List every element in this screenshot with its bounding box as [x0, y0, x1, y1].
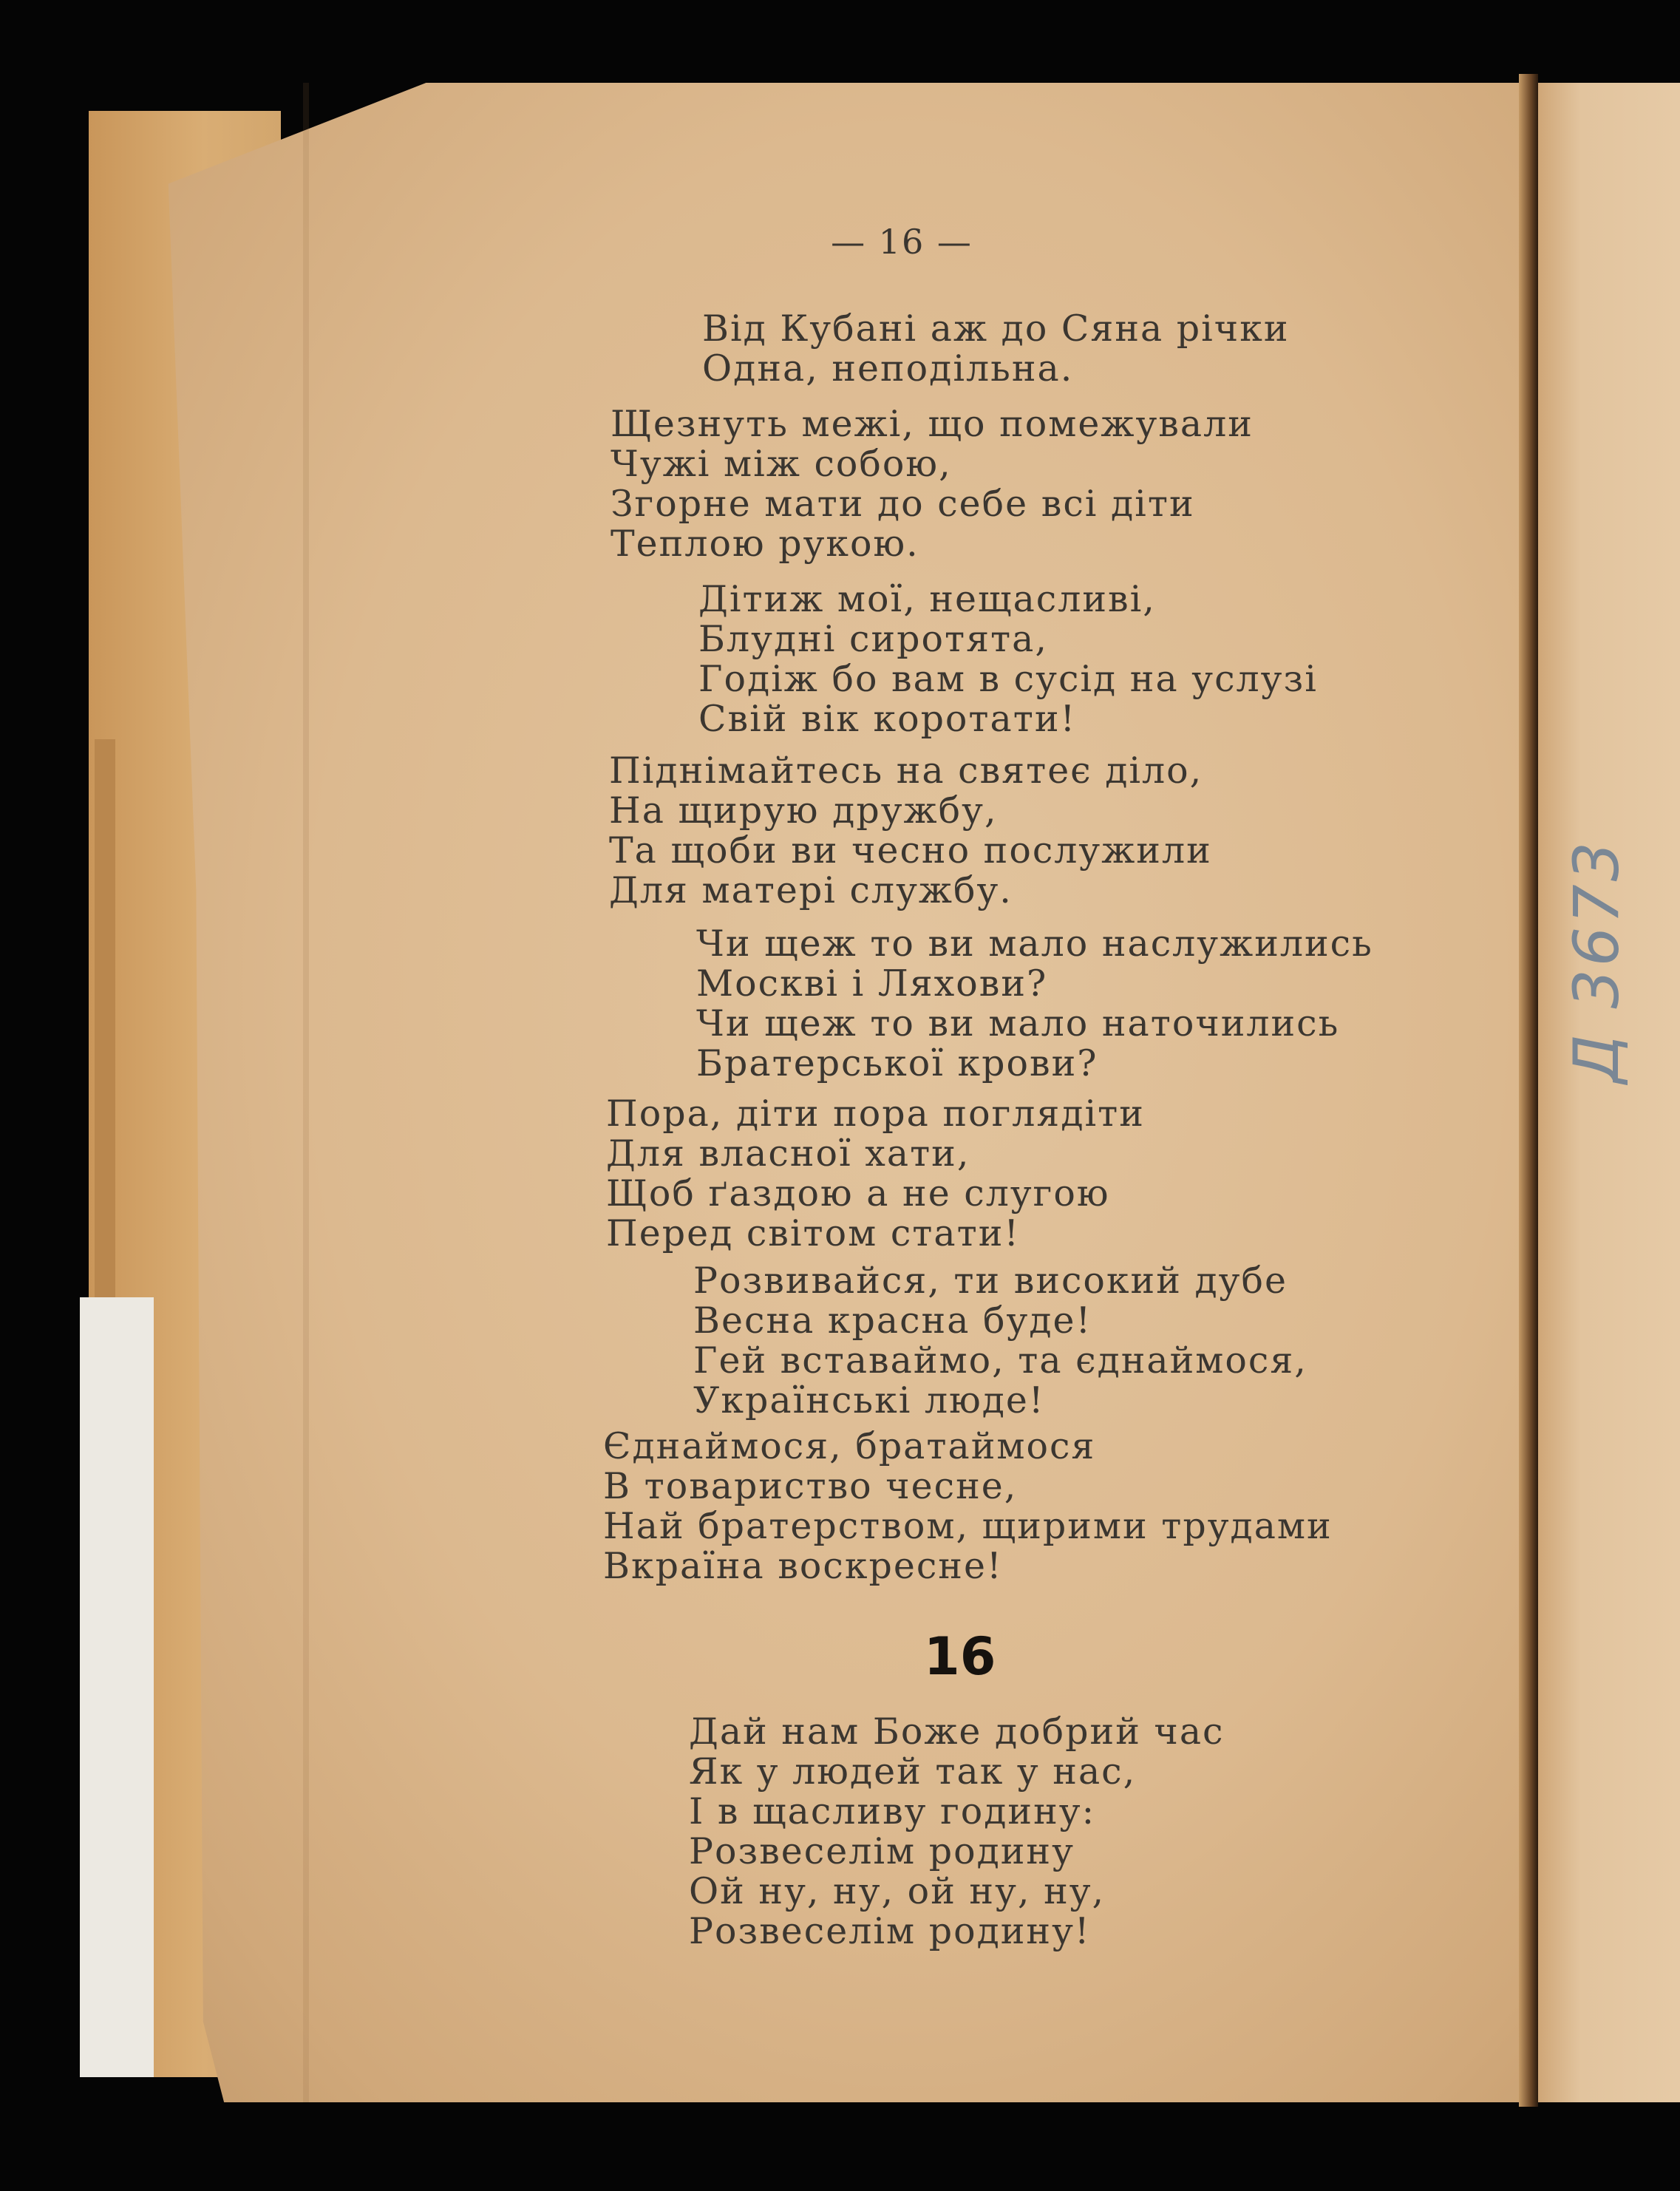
- stanza-1: [702, 309, 1289, 389]
- poem-line: Як у людей так у нас,: [689, 1750, 1137, 1793]
- poem-line: Українські люде!: [693, 1379, 1045, 1421]
- page-number: — 16 —: [831, 222, 973, 262]
- stanza-5: [696, 924, 1373, 1084]
- poem-line: Для матері службу.: [609, 869, 1013, 911]
- poem-line: Гей вставаймо, та єднаймося,: [693, 1339, 1307, 1382]
- poem-line: Чи щеж то ви мало наслужились: [696, 923, 1373, 965]
- stanza-6: [606, 1094, 1145, 1254]
- poem-line: Блудні сиротята,: [698, 618, 1048, 660]
- poem-line: Чужі між собою,: [611, 443, 952, 485]
- stanza-4: [609, 751, 1212, 911]
- archive-stamp: Д 3673: [1560, 838, 1633, 1084]
- poem-line: І в щасливу годину:: [689, 1790, 1096, 1832]
- poem-line: Най братерством, щирими трудами: [603, 1505, 1333, 1547]
- poem-line: Братерської крови?: [696, 1042, 1098, 1084]
- poem-line: Чи щеж то ви мало наточились: [696, 1002, 1340, 1044]
- poem-line: Весна красна буде!: [693, 1300, 1092, 1342]
- stanza-8: [603, 1427, 1333, 1586]
- poem-line: Піднімайтесь на святеє діло,: [609, 750, 1203, 792]
- poem-line: Щезнуть межі, що помежували: [611, 403, 1254, 445]
- stanza-7: [693, 1261, 1307, 1421]
- poem-line: Перед світом стати!: [606, 1212, 1021, 1254]
- poem-line: Згорне мати до себе всі діти: [611, 483, 1195, 525]
- poem-line: Ой ну, ну, ой ну, ну,: [689, 1870, 1106, 1912]
- poem-line: Годіж бо вам в сусід на услузі: [698, 658, 1318, 700]
- stanza-2: [611, 404, 1254, 564]
- poem-line: Одна, неподільна.: [702, 347, 1074, 390]
- poem-line: Від Кубані аж до Сяна річки: [702, 308, 1290, 350]
- poem-line: Пора, діти пора поглядіти: [606, 1093, 1145, 1135]
- poem-line: Для власної хати,: [606, 1132, 970, 1175]
- poem-line: Щоб ґаздою а не слугою: [606, 1172, 1110, 1215]
- song-number: 16: [924, 1626, 996, 1687]
- poem-line: Свій вік коротати!: [698, 698, 1077, 740]
- poem-line: Розвеселім родину: [689, 1830, 1075, 1872]
- poem-line: Та щоби ви чесно послужили: [609, 829, 1212, 872]
- poem-line: Вкраїна воскресне!: [603, 1545, 1003, 1587]
- stanza-3: [698, 580, 1318, 739]
- song-stanza: [689, 1712, 1225, 1951]
- poem-line: Розвеселім родину!: [689, 1910, 1091, 1952]
- poem-line: Теплою рукою.: [611, 523, 919, 565]
- poem-line: На щирую дружбу,: [609, 789, 998, 832]
- poem-line: Дай нам Боже добрий час: [689, 1711, 1225, 1753]
- poem-line: Москві і Ляхови?: [696, 962, 1048, 1005]
- poem-line: Розвивайся, ти високий дубе: [693, 1260, 1288, 1302]
- poem-line: Дітиж мої, нещасливі,: [698, 578, 1156, 620]
- poem-line: Єднаймося, братаймося: [603, 1425, 1096, 1467]
- poem-line: В товариство чесне,: [603, 1465, 1018, 1507]
